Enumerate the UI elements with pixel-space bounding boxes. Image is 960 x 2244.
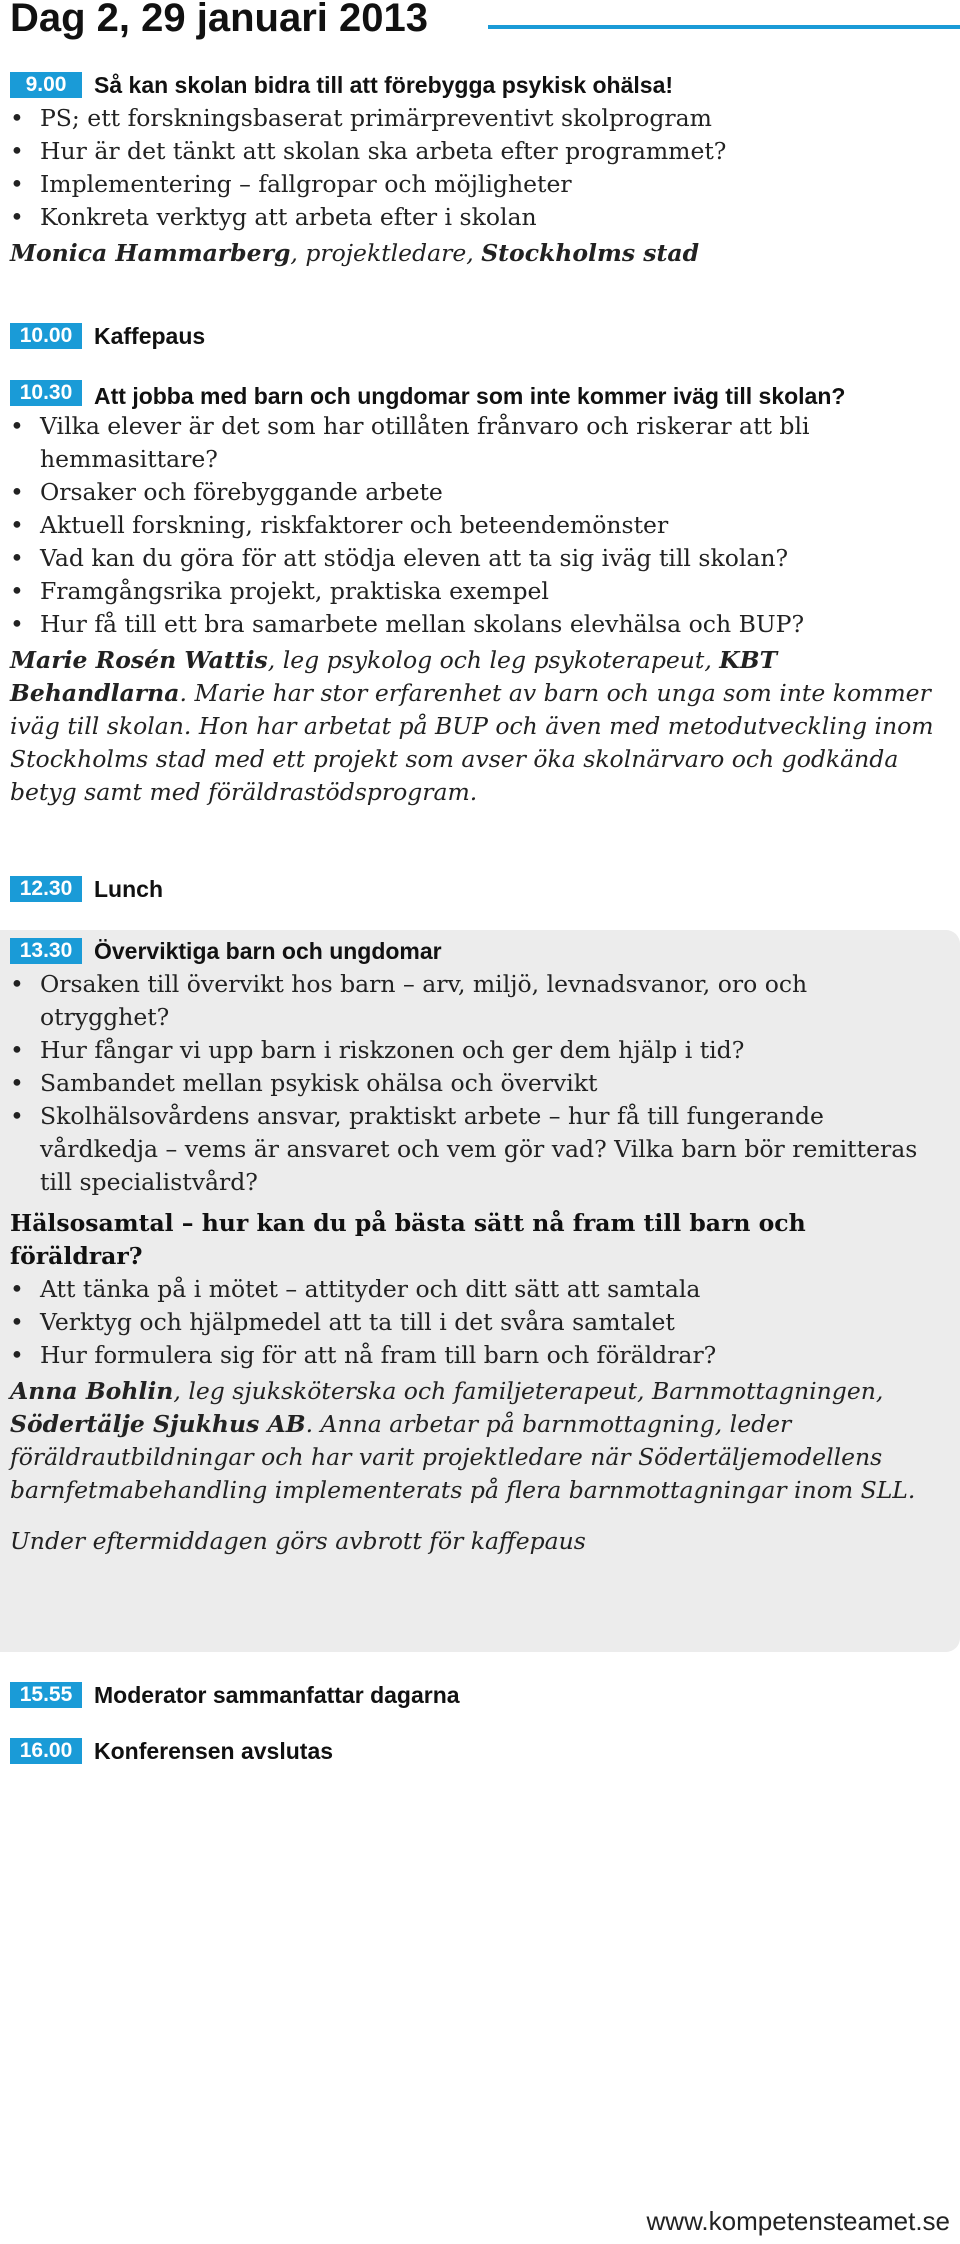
speaker-org: Södertälje Sjukhus AB <box>10 1410 306 1438</box>
list-item: • Orsaken till övervikt hos barn – arv, miljö, levnadsvanor, oro och otrygghet? <box>10 970 808 1031</box>
list-item: • Verktyg och hjälpmedel att ta till i det svåra samtalet <box>0 1306 960 1339</box>
bullet-icon: • <box>10 478 24 506</box>
bullet-icon: • <box>10 577 24 605</box>
day-title: Dag 2, 29 januari 2013 <box>10 0 429 40</box>
bullet-icon: • <box>10 137 24 165</box>
speaker-bio: . Marie har stor erfarenhet av barn och unga som inte kommer iväg till skolan. Hon har arbetat på BUP och även med metodutveckling inom Stockholms stad med ett projekt som avser öka skolnärvaro och godkända betyg samt med föräldrastödsprogram. <box>10 679 934 806</box>
bullet-icon: • <box>10 544 24 572</box>
day-heading <box>10 0 960 44</box>
session-1600 <box>0 1734 960 1768</box>
session-1230 <box>0 872 960 906</box>
speaker-org: KBT Behandlarna <box>10 646 778 707</box>
session-1555 <box>0 1678 960 1712</box>
session-title: Konferensen avslutas <box>94 1738 334 1764</box>
time-badge: 16.00 <box>10 1738 82 1764</box>
list-item: • Orsaker och förebyggande arbete <box>0 476 960 509</box>
time-badge: 12.30 <box>10 876 82 902</box>
break-note: Under eftermiddagen görs avbrott för kaffepaus <box>10 1527 586 1555</box>
topic-list <box>0 102 960 234</box>
topic-list-2 <box>0 1273 960 1372</box>
bullet-icon: • <box>10 170 24 198</box>
session-1000 <box>0 319 960 353</box>
list-item: • Vilka elever är det som har otillåten frånvaro och riskerar att bli hemmasittare? <box>10 412 810 473</box>
list-item: • Implementering – fallgropar och möjligheter <box>0 168 960 201</box>
list-item: • Framgångsrika projekt, praktiska exempel <box>0 575 960 608</box>
speaker-info: Anna Bohlin, leg sjuksköterska och familjeterapeut, Barnmottagningen, Södertälje Sjukhus AB. Anna arbetar på barnmottagning, leder föräldrautbildningar och har varit projektledare när Södertäljemodellens barnfetmabehandling implementerats på flera barnmottagningar inom SLL. <box>10 1377 916 1504</box>
list-item: • PS; ett forskningsbaserat primärpreventivt skolprogram <box>0 102 960 135</box>
time-badge: 10.30 <box>10 380 82 406</box>
session-1030 <box>0 376 960 809</box>
list-item: • Hur få till ett bra samarbete mellan skolans elevhälsa och BUP? <box>0 608 960 641</box>
list-item: • Hur är det tänkt att skolan ska arbeta efter programmet? <box>0 135 960 168</box>
bullet-icon: • <box>10 1036 24 1064</box>
footer-website-link[interactable]: www.kompetensteamet.se <box>646 2206 950 2236</box>
subheading: Hälsosamtal – hur kan du på bästa sätt nå fram till barn och föräldrar? <box>10 1209 806 1270</box>
bullet-icon: • <box>10 1275 24 1303</box>
bullet-icon: • <box>10 1308 24 1336</box>
session-title: Moderator sammanfattar dagarna <box>94 1682 460 1708</box>
speaker-info: Monica Hammarberg, projektledare, Stockholms stad <box>10 239 700 267</box>
bullet-icon: • <box>10 203 24 231</box>
bullet-icon: • <box>10 104 24 132</box>
session-title: Överviktiga barn och ungdomar <box>94 938 442 964</box>
list-item: • Att tänka på i mötet – attityder och ditt sätt att samtala <box>0 1273 960 1306</box>
bullet-icon: • <box>10 1069 24 1097</box>
time-badge: 15.55 <box>10 1682 82 1708</box>
bullet-icon: • <box>10 970 24 998</box>
speaker-name: Monica Hammarberg <box>10 239 291 267</box>
list-item: • Vad kan du göra för att stödja eleven att ta sig iväg till skolan? <box>0 542 960 575</box>
session-0900 <box>0 68 960 270</box>
session-title: Att jobba med barn och ungdomar som inte kommer iväg till skolan? <box>94 383 846 409</box>
topic-list <box>0 968 960 1199</box>
list-item: • Hur fångar vi upp barn i riskzonen och ger dem hjälp i tid? <box>0 1034 960 1067</box>
time-badge: 10.00 <box>10 323 82 349</box>
list-item: • Hur formulera sig för att nå fram till barn och föräldrar? <box>0 1339 960 1372</box>
session-1330 <box>0 930 960 1652</box>
time-badge: 9.00 <box>10 72 82 98</box>
heading-rule <box>488 25 960 29</box>
bullet-icon: • <box>10 610 24 638</box>
time-badge: 13.30 <box>10 938 82 964</box>
speaker-info: Marie Rosén Wattis, leg psykolog och leg psykoterapeut, KBT Behandlarna. Marie har stor erfarenhet av barn och unga som inte kommer iväg till skolan. Hon har arbetat på BUP och även med metodutveckling inom Stockholms stad med ett projekt som avser öka skolnärvaro och godkända betyg samt med föräldrastödsprogram. <box>10 646 934 806</box>
list-item: • Sambandet mellan psykisk ohälsa och övervikt <box>0 1067 960 1100</box>
speaker-name: Anna Bohlin <box>10 1377 174 1405</box>
bullet-icon: • <box>10 412 24 440</box>
session-title: Lunch <box>94 876 163 902</box>
bullet-icon: • <box>10 511 24 539</box>
list-item: • Konkreta verktyg att arbeta efter i skolan <box>0 201 960 234</box>
topic-list <box>0 410 960 641</box>
bullet-icon: • <box>10 1341 24 1369</box>
speaker-bio: . Anna arbetar på barnmottagning, leder föräldrautbildningar och har varit projektledare när Södertäljemodellens barnfetmabehandling implementerats på flera barnmottagningar inom SLL. <box>10 1410 916 1504</box>
session-title: Så kan skolan bidra till att förebygga psykisk ohälsa! <box>94 72 674 98</box>
speaker-name: Marie Rosén Wattis <box>10 646 268 674</box>
speaker-org: Stockholms stad <box>481 239 700 267</box>
list-item: • Aktuell forskning, riskfaktorer och beteendemönster <box>0 509 960 542</box>
list-item: • Skolhälsovårdens ansvar, praktiskt arbete – hur få till fungerande vårdkedja – vems är ansvaret och vem gör vad? Vilka barn bör remitteras till specialistvård? <box>10 1102 918 1196</box>
bullet-icon: • <box>10 1102 24 1130</box>
session-title: Kaffepaus <box>94 323 206 349</box>
